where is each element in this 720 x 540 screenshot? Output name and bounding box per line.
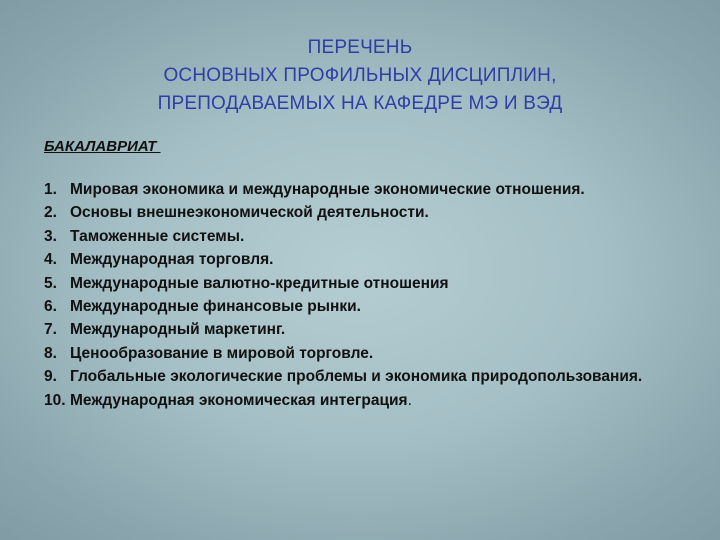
list-item — [44, 367, 684, 386]
item-text: Международный маркетинг. — [70, 321, 286, 339]
item-text: Ценообразование в мировой торговле. — [70, 344, 374, 362]
item-number: 10. — [44, 391, 66, 409]
discipline-list — [44, 180, 684, 414]
title-line-3: ПРЕПОДАВАЕМЫХ НА КАФЕДРЕ МЭ И ВЭД — [157, 93, 563, 114]
title-line-2: ОСНОВНЫХ ПРОФИЛЬНЫХ ДИСЦИПЛИН, — [163, 65, 557, 86]
item-text: Таможенные системы. — [70, 227, 245, 245]
list-item — [44, 227, 684, 246]
item-number: 4. — [44, 251, 57, 269]
list-item — [44, 274, 684, 293]
item-number: 2. — [44, 204, 57, 222]
item-number: 6. — [44, 297, 57, 315]
list-item — [44, 250, 684, 269]
item-text: Международные финансовые рынки. — [70, 297, 361, 315]
list-item — [44, 320, 684, 339]
item-number: 1. — [44, 181, 57, 198]
list-item — [44, 180, 684, 199]
item-text: Международная торговля. — [70, 251, 274, 269]
item-text: Глобальные экологические проблемы и экономика природопользования. — [70, 368, 643, 386]
item-text: Основы внешнеэкономической деятельности. — [70, 204, 429, 222]
item-number: 3. — [44, 227, 57, 245]
list-item — [44, 344, 684, 363]
list-item — [44, 297, 684, 316]
item-text-period: . — [407, 391, 412, 409]
section-heading-bachelor: БАКАЛАВРИАТ — [44, 138, 161, 155]
list-item — [44, 391, 684, 410]
item-text-wrapper — [70, 391, 684, 410]
item-number: 8. — [44, 344, 57, 362]
item-text: Международные валютно-кредитные отношения — [70, 274, 449, 292]
item-number: 5. — [44, 274, 57, 292]
item-text: Международная экономическая интеграция — [70, 391, 408, 409]
item-number: 7. — [44, 321, 57, 339]
list-item — [44, 203, 684, 222]
item-number: 9. — [44, 368, 57, 386]
title-line-1: ПЕРЕЧЕНЬ — [307, 37, 413, 58]
slide-title — [0, 34, 720, 118]
item-text: Мировая экономика и международные экономические отношения. — [70, 181, 585, 198]
